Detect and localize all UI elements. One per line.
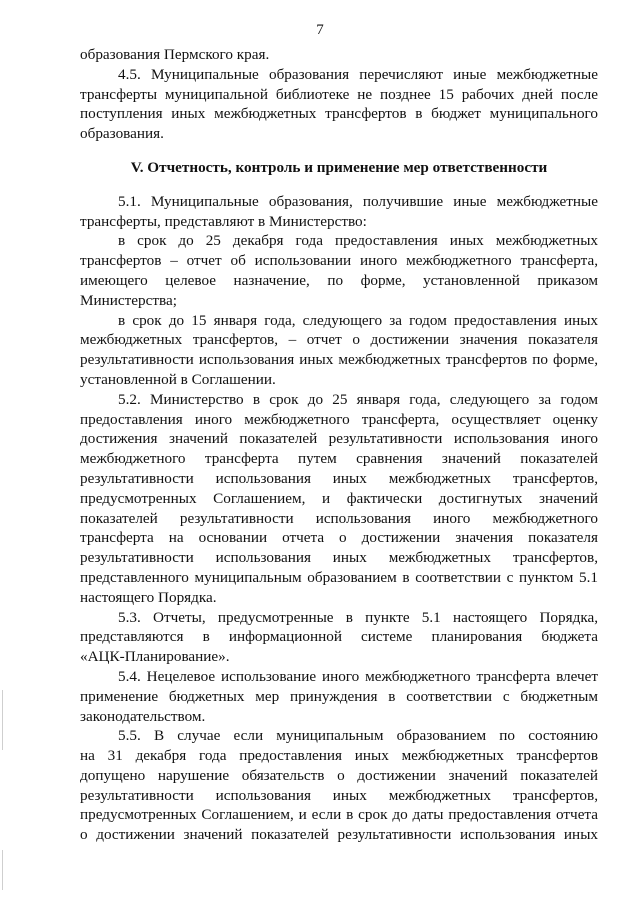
text-line: на 31 декабря года предоставления иных межбюджетных трансфертов [80, 747, 598, 765]
text-line: 5.3. Отчеты, предусмотренные в пункте 5.1 настоящего Порядка, [118, 608, 598, 626]
text-line: показателей результативности использования иного межбюджетного [80, 509, 598, 527]
text-line: результативности использования иных межбюджетных трансфертов, [80, 469, 598, 487]
section-heading: V. Отчетность, контроль и применение мер ответственности [130, 158, 548, 176]
text-line: межбюджетного трансферта путем сравнения значений показателей [80, 450, 598, 468]
text-line: «АЦК-Планирование». [80, 648, 230, 666]
paragraph-5-4 [80, 667, 598, 726]
text-line: представляются в информационной системе планирования бюджета [80, 628, 598, 646]
page-number: 7 [316, 22, 324, 38]
text-line: результативности использования иных межбюджетных трансфертов, [80, 549, 598, 567]
text-line: применение бюджетных мер принуждения в соответствии с бюджетным [80, 687, 598, 705]
text-line: поступления иных межбюджетных трансфертов в бюджет муниципального [80, 105, 598, 123]
paragraph-5-1-deadline-december [80, 231, 598, 310]
text-line: в срок до 25 декабря года предоставления иных межбюджетных [118, 232, 598, 250]
text-line: трансферты муниципальной библиотеке не позднее 15 рабочих дней после [80, 85, 598, 103]
document-body [80, 45, 598, 845]
text-line: трансферта на основании отчета о достижении значения показателя [80, 529, 598, 547]
scan-edge-mark [2, 850, 3, 890]
text-line: достижения значений показателей результативности использования иного [80, 430, 598, 448]
text-line: межбюджетных трансфертов, – отчет о достижении значения показателя [80, 331, 598, 349]
text-line: в срок до 15 января года, следующего за годом предоставления иных [118, 311, 598, 329]
text-line: предусмотренных Соглашением, и фактически достигнутых значений [80, 489, 598, 507]
scan-edge-mark [2, 690, 3, 750]
paragraph-continuation [80, 45, 598, 65]
text-line: о достижении значений показателей результативности использования иных [80, 826, 598, 844]
text-line: представленного муниципальным образованием в соответствии с пунктом 5.1 [80, 568, 598, 586]
text-line: образования. [80, 125, 164, 143]
text-line: 4.5. Муниципальные образования перечисляют иные межбюджетные [118, 65, 598, 83]
paragraph-4-5 [80, 65, 598, 144]
text-line: трансферты, представляют в Министерство: [80, 212, 367, 230]
text-line: результативности использования иных межбюджетных трансфертов по форме, [80, 351, 598, 369]
text-line: 5.2. Министерство в срок до 25 января года, следующего за годом [118, 390, 598, 408]
paragraph-5-3 [80, 608, 598, 667]
text-line: имеющего целевое назначение, по форме, установленной приказом [80, 271, 598, 289]
paragraph-5-1-deadline-january [80, 311, 598, 390]
text-line: 5.4. Нецелевое использование иного межбюджетного трансферта влечет [118, 667, 598, 685]
text-line: установленной в Соглашении. [80, 370, 276, 388]
text-line: результативности использования иных межбюджетных трансфертов, [80, 786, 598, 804]
paragraph-5-2 [80, 390, 598, 608]
paragraph-5-5 [80, 726, 598, 845]
text-line: настоящего Порядка. [80, 588, 217, 606]
text-line: 5.1. Муниципальные образования, получившие иные межбюджетные [118, 192, 598, 210]
text-line: трансфертов – отчет об использовании иного межбюджетного трансферта, [80, 252, 598, 270]
text-line: Министерства; [80, 291, 177, 309]
text-line: образования Пермского края. [80, 46, 270, 63]
text-line: предоставления иного межбюджетного трансферта, осуществляет оценку [80, 410, 598, 428]
text-line: законодательством. [80, 707, 206, 725]
text-line: 5.5. В случае если муниципальным образованием по состоянию [118, 727, 598, 745]
paragraph-5-1 [80, 192, 598, 232]
text-line: допущено нарушение обязательств о достижении значений показателей [80, 766, 598, 784]
text-line: предусмотренных Соглашением, и если в срок до даты предоставления отчета [80, 806, 598, 824]
